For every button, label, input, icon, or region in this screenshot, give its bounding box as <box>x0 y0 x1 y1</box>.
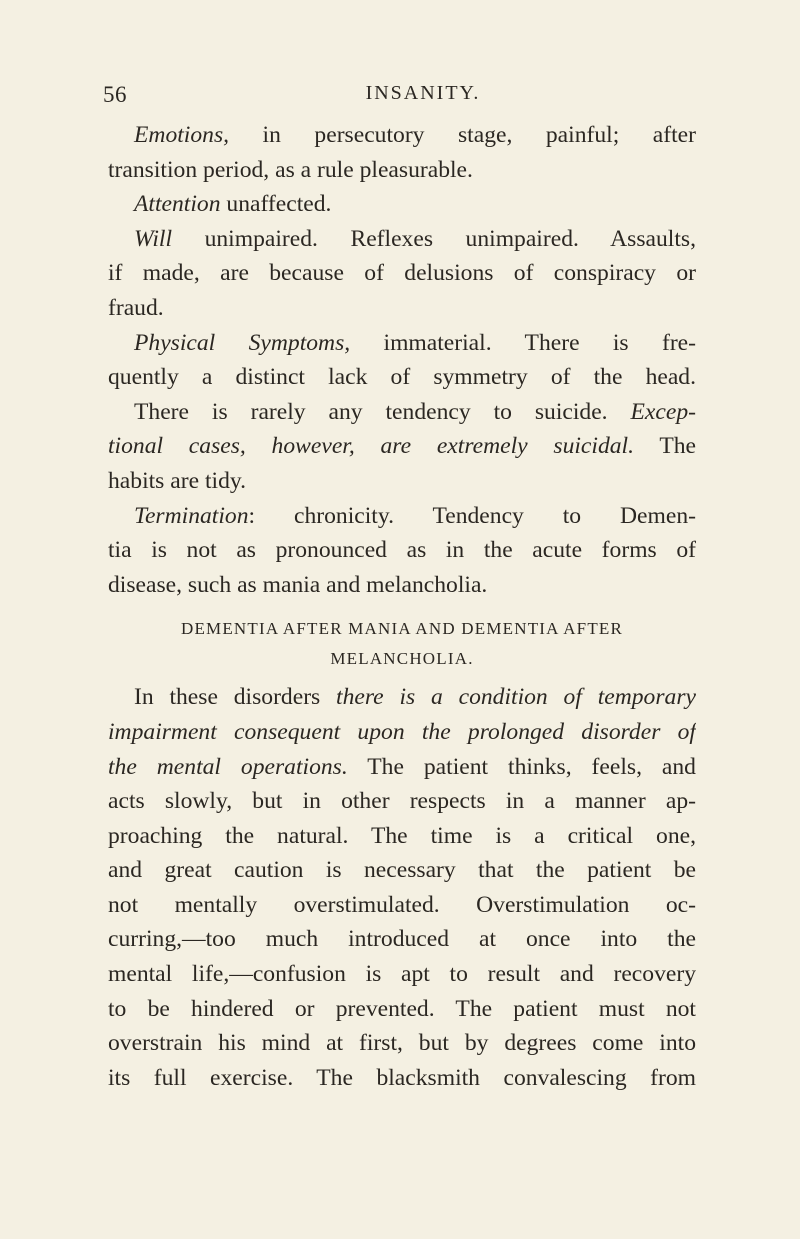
text-segment: immaterial. There is fre- <box>350 329 696 356</box>
paragraph-will <box>108 222 696 326</box>
paragraph-emotions <box>108 118 696 187</box>
paragraph-physical-symptoms <box>108 326 696 499</box>
running-title: INSANITY. <box>365 82 481 104</box>
text-line: proaching the natural. The time is a critical one, <box>108 822 696 849</box>
section-heading-line: DEMENTIA AFTER MANIA AND DEMENTIA AFTER <box>180 619 624 639</box>
italic-segment: impairment consequent upon the prolonged disorder of <box>108 718 696 745</box>
section-heading <box>108 614 696 674</box>
page-number: 56 <box>103 82 127 107</box>
text-segment: : chronicity. Tendency to Demen- <box>248 502 696 529</box>
text-line: not mentally overstimulated. Overstimulation oc- <box>108 891 696 918</box>
page-header <box>103 82 703 112</box>
text-segment: In these disorders <box>134 684 337 711</box>
text-line: habits are tidy. <box>108 467 247 494</box>
text-line: transition period, as a rule pleasurable. <box>108 156 473 183</box>
section-heading-line: MELANCHOLIA. <box>330 649 474 669</box>
italic-segment: Excep- <box>630 398 696 425</box>
text-line: and great caution is necessary that the patient be <box>108 857 696 884</box>
text-segment: unimpaired. Reflexes unimpaired. Assaults, <box>172 225 696 252</box>
text-line: if made, are because of delusions of conspiracy or <box>108 260 696 287</box>
italic-segment: the mental operations. <box>108 753 348 780</box>
text-line <box>108 187 696 222</box>
text-segment: in persecutory stage, painful; after <box>229 122 696 148</box>
term-physical-symptoms: Physical Symptoms, <box>134 329 351 356</box>
text-line <box>108 715 696 750</box>
term-emotions: Emotions, <box>134 122 230 148</box>
text-line: its full exercise. The blacksmith convalescing from <box>108 1064 696 1091</box>
text-line: acts slowly, but in other respects in a manner ap- <box>108 788 696 815</box>
text-line: to be hindered or prevented. The patient must not <box>108 995 696 1022</box>
term-will: Will <box>134 225 173 252</box>
paragraph-dementia <box>108 680 696 1095</box>
text-line: tia is not as pronounced as in the acute forms of <box>108 537 696 564</box>
text-line <box>108 680 696 715</box>
text-segment: The <box>634 433 696 460</box>
text-line: overstrain his mind at first, but by degrees come into <box>108 1030 696 1057</box>
paragraph-attention <box>108 187 696 222</box>
text-line <box>108 222 696 257</box>
text-line: curring,—too much introduced at once into the <box>108 926 696 953</box>
text-line <box>108 395 696 430</box>
text-line: quently a distinct lack of symmetry of the head. <box>108 364 696 391</box>
paragraph-termination <box>108 499 696 603</box>
term-termination: Termination <box>134 502 249 529</box>
text-line <box>108 750 696 785</box>
italic-segment: tional cases, however, are extremely suicidal. <box>108 433 634 460</box>
italic-segment: there is a condition of temporary <box>336 684 696 711</box>
text-line: disease, such as mania and melancholia. <box>108 571 488 598</box>
body-text <box>108 118 696 1095</box>
text-segment: There is rarely any tendency to suicide. <box>134 398 631 425</box>
text-line: mental life,—confusion is apt to result and recovery <box>108 961 696 988</box>
text-segment: unaffected. <box>220 191 332 218</box>
text-line <box>108 499 696 534</box>
text-line <box>108 326 696 361</box>
term-attention: Attention <box>134 191 221 218</box>
text-line <box>108 429 696 464</box>
text-line: fraud. <box>108 294 164 321</box>
text-line <box>108 118 696 153</box>
text-segment: The patient thinks, feels, and <box>347 753 696 780</box>
